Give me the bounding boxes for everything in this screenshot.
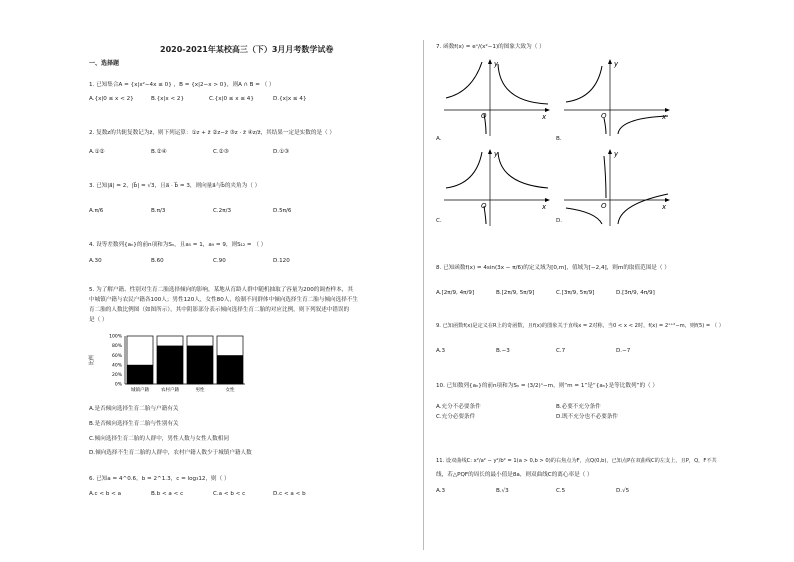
- left-column: [85, 0, 415, 562]
- right-column: [432, 0, 732, 562]
- function-curve: [566, 208, 602, 224]
- function-curve: [618, 116, 668, 134]
- page-title: 2020-2021年某校高三（下）3月月考数学试卷: [160, 45, 334, 54]
- y-tick-label: 0%: [114, 382, 122, 388]
- y-tick-label: 20%: [111, 373, 122, 378]
- x-tick-label: 女性: [225, 388, 235, 393]
- y-axis-label: y: [494, 150, 499, 158]
- question-4-option-c[interactable]: C.90: [213, 258, 226, 264]
- question-3-option-b[interactable]: B.π/3: [151, 208, 166, 214]
- question-1-option-b[interactable]: B.{x|x < 2}: [151, 96, 185, 102]
- y-tick-label: 100%: [109, 334, 122, 340]
- origin-label: O: [601, 112, 607, 120]
- x-axis-arrow-icon: [545, 108, 550, 112]
- question-6-option-c[interactable]: C.a < b < c: [213, 491, 246, 497]
- question-3-option-a[interactable]: A.π/6: [89, 208, 104, 214]
- origin-label: O: [481, 112, 487, 120]
- y-axis-label: y: [614, 150, 619, 158]
- graph-label-d: D.: [556, 218, 563, 224]
- x-axis-arrow-icon: [545, 198, 550, 202]
- y-axis-arrow-icon: [608, 149, 612, 154]
- x-axis-label: x: [662, 113, 667, 121]
- y-axis-arrow-icon: [608, 59, 612, 64]
- question-6-option-a[interactable]: A.c < b < a: [89, 491, 122, 497]
- question-5-stem-line-2: 中城镇户籍与农民户籍各100人；男性120人，女性80人，绘制不同群体中倾向选择生育二胎与倾向选择不生: [89, 297, 359, 303]
- question-4-stem: 4. 设等差数列{aₙ}的前n项和为Sₙ，且a₅ = 1，a₉ = 9，则S₁₂ = （ ）: [89, 242, 267, 248]
- section-heading: 一、选择题: [89, 60, 120, 67]
- function-curve: [498, 64, 548, 104]
- question-9-option-d[interactable]: D.−7: [616, 348, 631, 354]
- question-8-option-b[interactable]: B.[2π/9, 5π/9]: [496, 290, 535, 296]
- y-axis-label: 比例: [89, 354, 95, 366]
- question-5-option-c[interactable]: C.倾向选择生育二胎的人群中，男性人数与女性人数相同: [89, 436, 229, 442]
- x-axis-label: x: [662, 203, 667, 211]
- question-2-stem: 2. 复数z的共轭复数记为z̄，则下列运算：①z + z̄ ②z−z̄ ③z · z̄ ④z/z̄，其结果一定是实数的是（ ）: [89, 130, 336, 136]
- origin-label: O: [601, 202, 607, 210]
- function-curve: [446, 152, 482, 188]
- question-9-stem: 9. 已知函数f(x)是定义在R上的奇函数，且f(x)的图象关于直线x = 2对称，当0 < x < 2时，f(x) = 2ˣ⁺²−m，则f(5) = （ ）: [436, 323, 724, 329]
- question-5-option-d[interactable]: D.倾向选择不生育二胎的人群中，农村户籍人数少于城镇户籍人数: [89, 450, 252, 456]
- function-curve: [604, 118, 606, 134]
- y-axis-arrow-icon: [488, 59, 492, 64]
- question-10-option-b[interactable]: B.必要不充分条件: [556, 404, 601, 410]
- column-divider: [423, 40, 424, 550]
- y-axis-label: y: [614, 60, 619, 68]
- function-curve: [618, 194, 668, 224]
- bar-4: [217, 355, 243, 384]
- graph-label-b: B.: [556, 136, 562, 142]
- question-6-option-d[interactable]: D.c < a < b: [273, 491, 306, 497]
- question-2-option-a[interactable]: A.①②: [89, 149, 105, 155]
- graph-option-a[interactable]: [442, 58, 552, 138]
- question-10-option-c[interactable]: C.充分必要条件: [436, 414, 476, 420]
- question-8-option-c[interactable]: C.[3π/9, 5π/9]: [556, 290, 595, 296]
- x-tick-label: 城镇户籍: [131, 388, 149, 393]
- y-axis-arrow-icon: [488, 149, 492, 154]
- question-8-option-a[interactable]: A.[2π/9, 4π/9]: [436, 290, 475, 296]
- question-5-option-a[interactable]: A.是否倾向选择生育二胎与户籍有关: [89, 406, 179, 412]
- graph-option-d[interactable]: [562, 148, 672, 228]
- question-11-option-b[interactable]: B.√3: [496, 488, 509, 494]
- question-11-option-a[interactable]: A.3: [436, 488, 446, 494]
- question-9-option-a[interactable]: A.3: [436, 348, 446, 354]
- question-6-option-b[interactable]: B.b < a < c: [151, 491, 184, 497]
- function-curve: [566, 66, 602, 102]
- question-4-option-b[interactable]: B.60: [151, 258, 164, 264]
- graph-label-c: C.: [436, 218, 442, 224]
- question-8-stem: 8. 已知函数f(x) = 4sin(3x − π/6)的定义域为[0,m]，值域为[−2,4]，则m的取值范围是（ ）: [436, 265, 670, 271]
- question-3-option-d[interactable]: D.5π/6: [273, 208, 292, 214]
- question-11-stem-line-2: 线，若△PQF的周长的最小值是8a，则双曲线C的离心率是（ ）: [436, 472, 593, 478]
- question-1-option-a[interactable]: A.{x|0 ≤ x < 2}: [89, 96, 134, 102]
- question-10-option-a[interactable]: A.充分不必要条件: [436, 404, 481, 410]
- bar-1: [127, 365, 153, 384]
- x-tick-label: 农村户籍: [161, 388, 179, 393]
- function-curve: [604, 156, 606, 198]
- y-axis-label: y: [494, 60, 499, 68]
- graph-label-a: A.: [436, 136, 442, 142]
- question-11-option-c[interactable]: C.5: [556, 488, 566, 494]
- question-6-stem: 6. 已知a = 4^0.6，b = 2^1.3，c = log₃12，则（ ）: [89, 476, 230, 482]
- bar-chart: [85, 326, 265, 394]
- bar-3: [187, 346, 213, 384]
- question-3-stem: 3. 已知|a⃗| = 2，|b⃗| = √3，且a⃗ · b⃗ = 3，则向量a⃗与b⃗的夹角为（ ）: [89, 183, 261, 189]
- question-5-stem-line-3: 育二胎的人数比例图（如图所示），其中阴影部分表示倾向选择生育二胎的对应比例，则下列叙述中错误的: [89, 307, 350, 313]
- question-11-stem-line-1: 11. 设双曲线C: x²/a² − y²/b² = 1(a > 0,b > 0)的右焦点为F，点Q(0,b)，已知点P在双曲线C的左支上，且P，Q，F不共: [436, 458, 717, 464]
- question-11-option-d[interactable]: D.√5: [616, 488, 630, 494]
- question-9-option-c[interactable]: C.7: [556, 348, 566, 354]
- question-2-option-d[interactable]: D.①③: [273, 149, 290, 155]
- y-tick-label: 60%: [111, 353, 122, 359]
- x-axis-arrow-icon: [665, 108, 670, 112]
- function-curve: [446, 62, 482, 98]
- question-2-option-c[interactable]: C.②③: [213, 149, 229, 155]
- question-1-option-d[interactable]: D.{x|x ≤ 4}: [273, 96, 307, 102]
- question-9-option-b[interactable]: B.−3: [496, 348, 510, 354]
- question-5-stem-line-4: 是（ ）: [89, 317, 108, 323]
- question-3-option-c[interactable]: C.2π/3: [213, 208, 232, 214]
- function-curve: [498, 152, 548, 188]
- question-1-stem: 1. 已知集合A = {x|x²−4x ≤ 0} ，B = {x|2−x > 0}，则A ∩ B = （ ）: [89, 82, 275, 88]
- question-4-option-d[interactable]: D.120: [273, 258, 290, 264]
- x-tick-label: 男性: [195, 388, 205, 393]
- question-1-option-c[interactable]: C.{x|0 ≤ x ≤ 4}: [209, 96, 254, 102]
- x-axis-label: x: [542, 113, 547, 121]
- bar-2: [157, 346, 183, 384]
- question-10-stem: 10. 已知数列{aₙ}的前n项和为Sₙ = (3/2)ⁿ−m，则“m = 1”是“{aₙ}是等比数列”的（ ）: [436, 383, 659, 389]
- question-2-option-b[interactable]: B.②④: [151, 149, 167, 155]
- x-axis-arrow-icon: [665, 198, 670, 202]
- graph-option-b[interactable]: [562, 58, 672, 138]
- y-tick-label: 80%: [111, 344, 122, 350]
- x-axis-label: x: [542, 203, 547, 211]
- origin-label: O: [481, 202, 487, 210]
- question-7-stem: 7. 函数f(x) = eˣ/(x²−1)的图象大致为（ ）: [436, 44, 545, 50]
- question-4-option-a[interactable]: A.30: [89, 258, 102, 264]
- question-10-option-d[interactable]: D.既不充分也不必要条件: [556, 414, 619, 420]
- question-5-option-b[interactable]: B.是否倾向选择生育二胎与性别有关: [89, 421, 179, 427]
- graph-option-c[interactable]: [442, 148, 552, 228]
- question-8-option-d[interactable]: D.[3π/9, 4π/9]: [616, 290, 655, 296]
- y-tick-label: 40%: [111, 363, 122, 369]
- question-5-stem-line-1: 5. 为了解户籍、性别对生育二胎选择倾向的影响，某地从育龄人群中随机抽取了容量为200的调查样本，其: [89, 287, 353, 293]
